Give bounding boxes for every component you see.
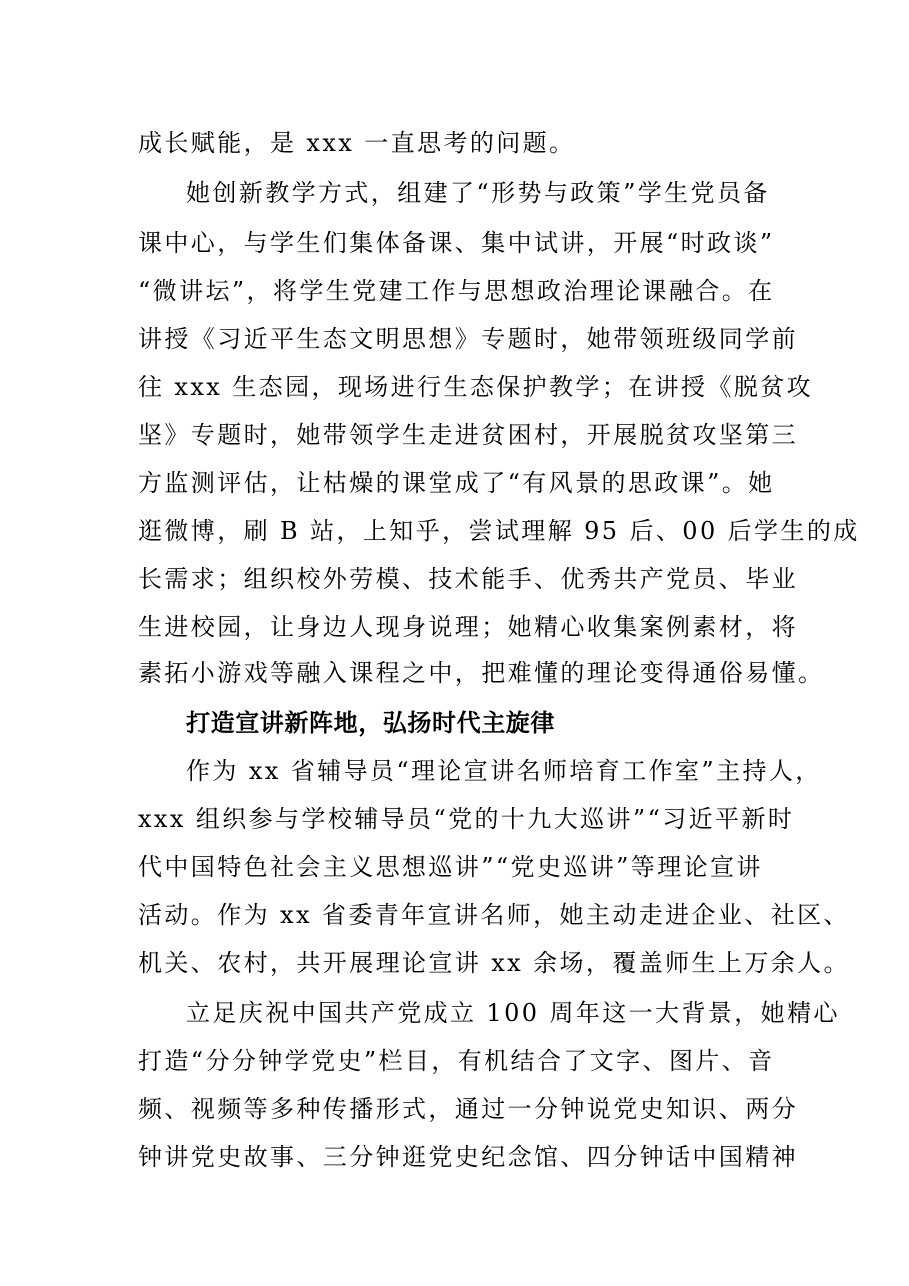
text-line: 机关、农村，共开展理论宣讲 xx 余场，覆盖师生上万余人。 <box>138 949 850 977</box>
text-line: 钟讲党史故事、三分钟逛党史纪念馆、四分钟话中国精神 <box>138 1143 798 1171</box>
text-line: “微讲坛”，将学生党建工作与思想政治理论课融合。在 <box>138 277 775 305</box>
text-line: 往 xxx 生态园，现场进行生态保护教学；在讲授《脱贫攻 <box>138 373 814 401</box>
text-line: 代中国特色社会主义思想巡讲”“党史巡讲”等理论宣讲 <box>138 853 763 881</box>
section-heading: 打造宣讲新阵地，弘扬时代主旋律 <box>186 709 555 737</box>
text-line: 课中心，与学生们集体备课、集中试讲，开展“时政谈” <box>138 229 775 257</box>
text-line: 素拓小游戏等融入课程之中，把难懂的理论变得通俗易懂。 <box>138 659 825 687</box>
text-line: xxx 组织参与学校辅导员“党的十九大巡讲”“习近平新时 <box>138 805 795 833</box>
paragraph-start-line: 她创新教学方式，组建了“形势与政策”学生党员备 <box>186 179 770 207</box>
text-line: 长需求；组织校外劳模、技术能手、优秀共产党员、毕业 <box>138 565 798 593</box>
text-line: 方监测评估，让枯燥的课堂成了“有风景的思政课”。她 <box>138 469 775 497</box>
text-line: 逛微博，刷 B 站，上知乎，尝试理解 95 后、00 后学生的成 <box>138 517 860 545</box>
text-line: 讲授《习近平生态文明思想》专题时，她带领班级同学前 <box>138 325 798 353</box>
paragraph-start-line: 立足庆祝中国共产党成立 100 周年这一大背景，她精心 <box>186 999 840 1027</box>
text-line: 频、视频等多种传播形式，通过一分钟说党史知识、两分 <box>138 1095 798 1123</box>
paragraph-start-line: 作为 xx 省辅导员“理论宣讲名师培育工作室”主持人， <box>186 757 822 785</box>
text-line: 打造“分分钟学党史”栏目，有机结合了文字、图片、音 <box>138 1047 775 1075</box>
text-line: 坚》专题时，她带领学生走进贫困村，开展脱贫攻坚第三 <box>138 421 798 449</box>
text-line: 活动。作为 xx 省委青年宣讲名师，她主动走进企业、社区、 <box>138 901 850 929</box>
text-line: 成长赋能，是 xxx 一直思考的问题。 <box>138 129 576 157</box>
text-line: 生进校园，让身边人现身说理；她精心收集案例素材，将 <box>138 613 798 641</box>
